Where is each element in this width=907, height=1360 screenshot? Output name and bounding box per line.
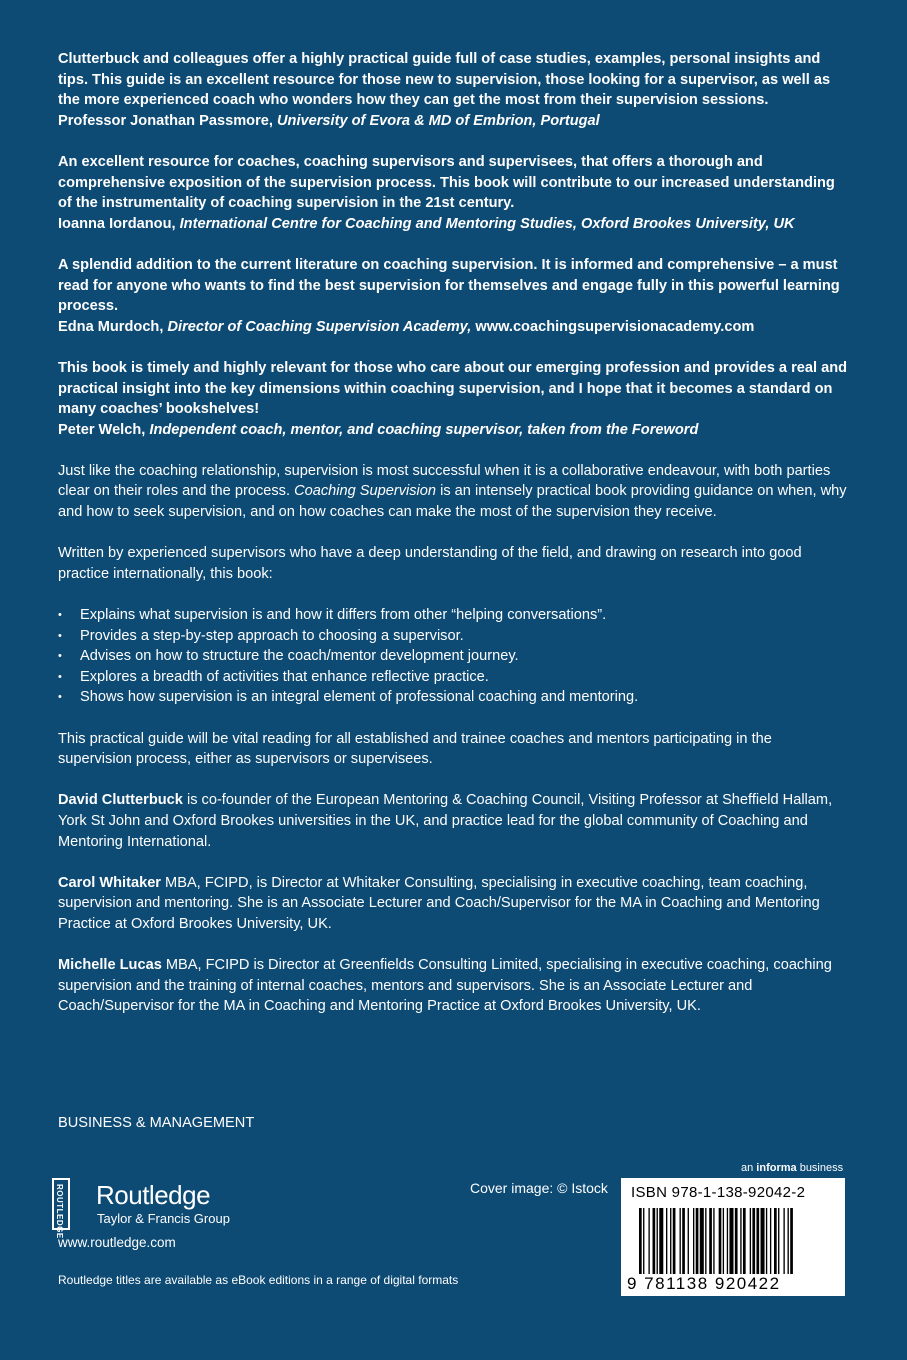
- endorser-affiliation: Independent coach, mentor, and coaching supervisor, taken from the Foreword: [149, 421, 699, 438]
- author-name: David Clutterbuck: [58, 792, 183, 809]
- list-item: • Provides a step-by-step approach to choosing a supervisor.: [58, 626, 848, 647]
- list-item: • Explores a breadth of activities that enhance reflective practice.: [58, 667, 848, 688]
- publisher-website[interactable]: www.routledge.com: [58, 1235, 176, 1250]
- endorsement-quote: An excellent resource for coaches, coaching supervisors and supervisees, that offers a thorough and comprehensive exposition of the supervision process. This book will contribute to our increased understanding of the instrumentality of coaching supervision in the 21st century.: [58, 153, 835, 212]
- endorsement-1: [58, 49, 848, 131]
- endorser-name: Edna Murdoch,: [58, 318, 164, 335]
- list-item: • Advises on how to structure the coach/mentor development journey.: [58, 646, 848, 667]
- cover-credit: Cover image: © Istock: [470, 1180, 608, 1196]
- endorser-name: Peter Welch,: [58, 421, 146, 438]
- author-bio-clutterbuck: David Clutterbuck is co-founder of the European Mentoring & Coaching Council, Visiting Professor at Sheffield Hallam, York St John and Oxford Brookes universities in the UK, and practice lead for the global community of Coaching and Mentoring International.: [58, 792, 833, 850]
- endorsement-2: [58, 152, 848, 234]
- routledge-logo: [52, 1178, 252, 1239]
- isbn-digits: 9 781138 920422: [627, 1274, 781, 1293]
- practical-guide-paragraph: This practical guide will be vital reading for all established and trainee coaches and mentors participating in the supervision process, either as supervisors or supervisees.: [58, 730, 772, 768]
- publisher-name: Routledge: [96, 1180, 211, 1210]
- endorser-name: Ioanna Iordanou,: [58, 215, 176, 232]
- endorsement-author: [58, 214, 848, 235]
- endorsement-3: [58, 255, 848, 337]
- publisher-group: Taylor & Francis Group: [97, 1211, 230, 1226]
- endorsement-author: [58, 317, 848, 338]
- endorser-affiliation: Director of Coaching Supervision Academy,: [167, 318, 472, 335]
- endorsement-author: [58, 111, 848, 132]
- endorser-url: www.coachingsupervisionacademy.com: [475, 318, 755, 335]
- subject-category: BUSINESS & MANAGEMENT: [58, 1115, 255, 1131]
- endorsement-quote: This book is timely and highly relevant for those who care about our emerging profession and provides a real and practical insight into the key dimensions within coaching supervision, and I hope that it becomes a standard on many coaches’ bookshelves!: [58, 359, 848, 418]
- author-bio-whitaker: Carol Whitaker MBA, FCIPD, is Director at Whitaker Consulting, specialising in executive coaching, team coaching, supervision and mentoring. She is an Associate Lecturer and Coach/Supervisor for the MA in Coaching and Mentoring Practice at Oxford Brookes University, UK.: [58, 874, 820, 932]
- informa-brand: informa: [756, 1162, 797, 1174]
- back-cover-text: [58, 49, 848, 1038]
- endorsement-4: [58, 358, 848, 440]
- isbn-label: ISBN 978-1-138-92042-2: [631, 1184, 806, 1201]
- written-by-paragraph: Written by experienced supervisors who have a deep understanding of the field, and drawing on research into good practice internationally, this book:: [58, 545, 802, 582]
- endorsement-author: [58, 420, 848, 441]
- author-bio-lucas: Michelle Lucas MBA, FCIPD is Director at Greenfields Consulting Limited, specialising in executive coaching, coaching supervision and the training of internal coaches, mentors and supervisors. She is an Associate Lecturer and Coach/Supervisor for the MA in Coaching and Mentoring Practice at Oxford Brookes University, UK.: [58, 957, 832, 1015]
- feature-list: [58, 605, 848, 708]
- endorsement-quote: Clutterbuck and colleagues offer a highly practical guide full of case studies, examples, personal insights and tips. This guide is an excellent resource for those new to supervision, those looking for a supervisor, as well as the more experienced coach who wonders how they can get the most from their supervision sessions.: [58, 51, 831, 109]
- book-title: Coaching Supervision: [294, 483, 437, 500]
- routledge-mark-icon: ROUTLEDGE: [52, 1178, 70, 1230]
- endorser-affiliation: University of Evora & MD of Embrion, Portugal: [277, 112, 600, 129]
- isbn-barcode: [621, 1178, 845, 1296]
- author-name: Michelle Lucas: [58, 957, 162, 974]
- list-item: • Explains what supervision is and how it differs from other “helping conversations”.: [58, 605, 848, 626]
- author-name: Carol Whitaker: [58, 874, 161, 891]
- endorser-name: Professor Jonathan Passmore,: [58, 112, 273, 129]
- endorser-affiliation: International Centre for Coaching and Mentoring Studies, Oxford Brookes University, UK: [179, 215, 795, 232]
- intro-paragraph: Just like the coaching relationship, supervision is most successful when it is a collaborative endeavour, with both parties clear on their roles and the process. Coaching Supervision is an intensely practical book providing guidance on when, why and how to seek supervision, and on how coaches can make the most of the supervision they receive.: [58, 462, 847, 521]
- informa-tagline: an informa business: [741, 1162, 844, 1174]
- ebook-note: Routledge titles are available as eBook editions in a range of digital formats: [58, 1273, 459, 1287]
- endorsement-quote: A splendid addition to the current literature on coaching supervision. It is informed and comprehensive – a must read for anyone who wants to find the best supervision for themselves and engage fully in this powerful learning process.: [58, 256, 840, 315]
- list-item: • Shows how supervision is an integral element of professional coaching and mentoring.: [58, 687, 848, 708]
